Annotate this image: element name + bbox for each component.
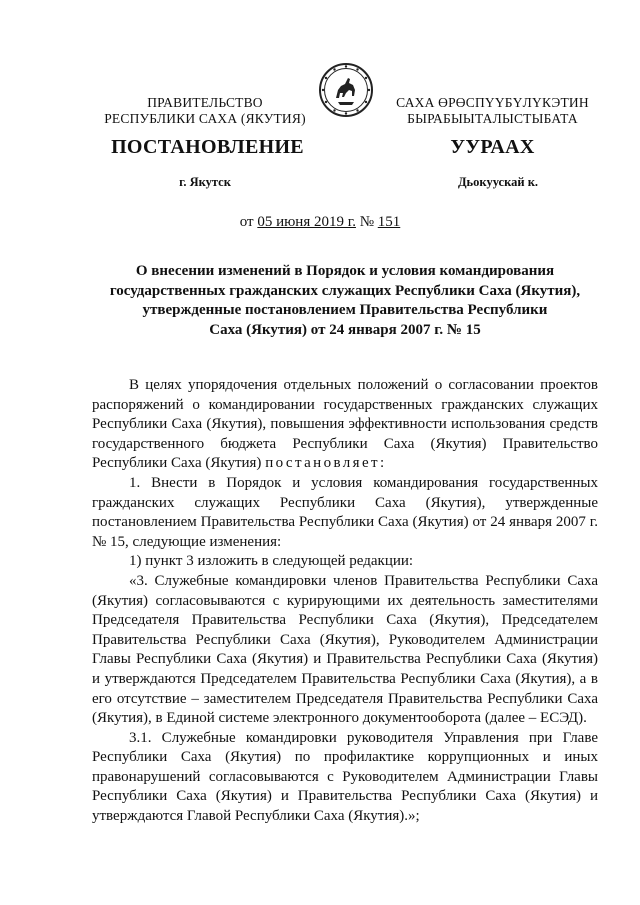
preamble-text: В целях упорядочения отдельных положений о согласовании проектов распоряжений о командировании государственных гражданских служащих Республики Саха (Якутия), повышения эффективности использования средств государственного бюджета Республики Саха (Якутия) Правительство Республики Саха (Якутия) — [92, 377, 598, 472]
header-right-block — [380, 95, 605, 127]
city-left: г. Якутск — [179, 175, 231, 189]
header-right-line2: БЫРАБЫЫТАЛЫСТЫБАТА — [407, 111, 578, 126]
title-line: Саха (Якутия) от 24 января 2007 г. № 15 — [209, 321, 481, 338]
document-number: 151 — [377, 214, 401, 230]
doc-type-left: ПОСТАНОВЛЕНИЕ — [111, 136, 304, 158]
date-prefix: от — [239, 214, 254, 230]
subclause-1-paragraph: 1) пункт 3 изложить в следующей редакции: — [129, 553, 414, 570]
item-3-paragraph: «3. Служебные командировки членов Правительства Республики Саха (Якутия) согласовываются с курирующими их деятельность заместителями Председателя Правительства Республики Саха (Якутия), Председателем Правительства Республики Саха (Якутия), Руководителем Администрации Главы Республики Саха (Якутия) и Правительства Республики Саха (Якутия) и утверждаются Председателем Правительства Республики Саха (Якутия), а в его отсутствие – заместителем Председателя Правительства Республики Саха (Якутия), в Единой системе электронного документооборота (далее – ЕСЭД). — [92, 572, 598, 727]
preamble-paragraph — [92, 376, 598, 474]
document-date: 05 июня 2019 г. — [257, 214, 356, 230]
title-line: утвержденные постановлением Правительства Республики — [142, 302, 548, 318]
item-3-1-paragraph: 3.1. Служебные командировки руководителя Управления при Главе Республики Саха (Якутия) по профилактике коррупционных и иных правонарушений согласовываются с Руководителем Администрации Главы Республики Саха (Якутия) и Правительства Республики Саха (Якутия) и утверждаются Главой Республики Саха (Якутия).»; — [92, 729, 598, 825]
city-right: Дьокуускай к. — [457, 175, 539, 189]
resolves-word: постановляет: — [265, 455, 387, 472]
clause-1-paragraph: 1. Внести в Порядок и условия командирования государственных гражданских служащих Республики Саха (Якутия), утвержденные постановлением Правительства Республики Саха (Якутия) от 24 января 2007 г. № 15, следующие изменения: — [92, 474, 598, 550]
document-title — [95, 262, 595, 340]
header-left-block — [95, 95, 315, 127]
title-line: О внесении изменений в Порядок и условия командирования — [135, 263, 555, 279]
yakutia-coat-of-arms-icon — [318, 62, 374, 118]
header-right-line1: САХА ӨРӨСПҮҮБҮЛҮКЭТИН — [396, 95, 589, 110]
document-body — [92, 376, 598, 827]
document-date-line — [0, 212, 640, 232]
title-line: государственных гражданских служащих Республики Саха (Якутия), — [109, 282, 581, 299]
doc-type-right: УУРААХ — [450, 136, 535, 158]
header-left-line1: ПРАВИТЕЛЬСТВО — [147, 95, 263, 110]
header-left-line2: РЕСПУБЛИКИ САХА (ЯКУТИЯ) — [104, 111, 306, 126]
number-sign: № — [359, 214, 375, 230]
